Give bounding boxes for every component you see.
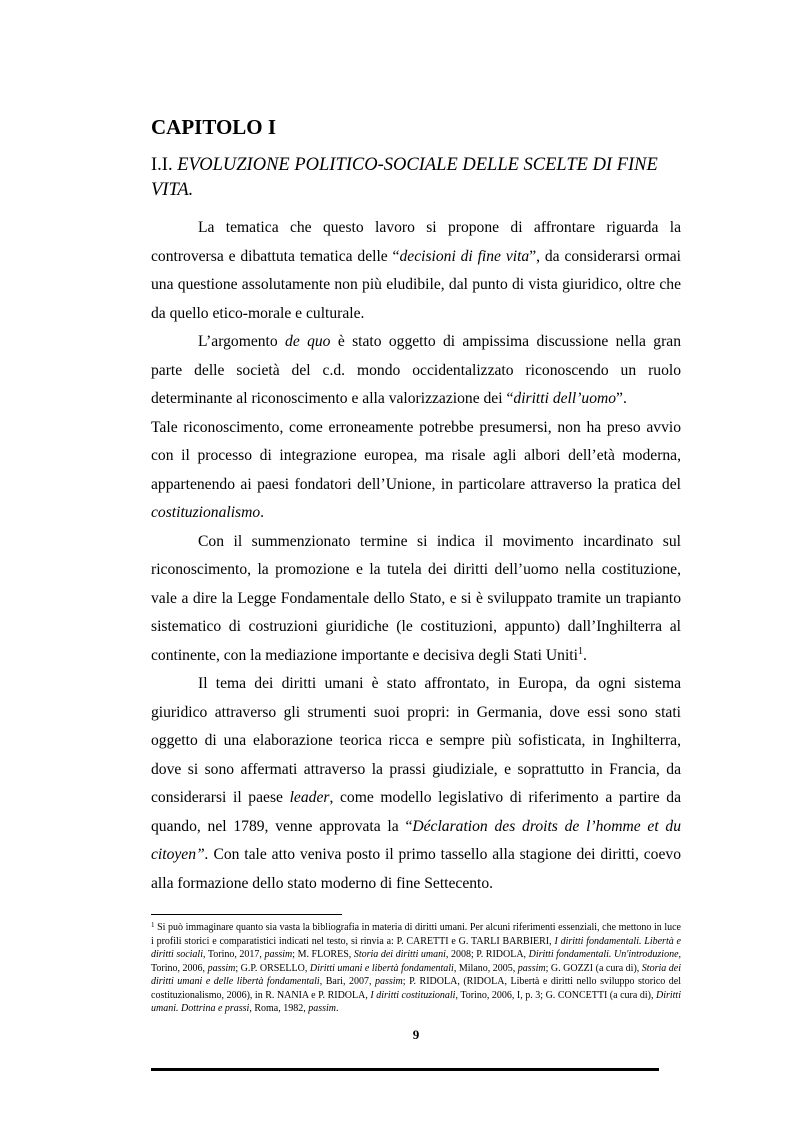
- italic-run: leader: [289, 789, 330, 806]
- text-run: Il tema dei diritti umani è stato affrontato, in Europa, da ogni sistema giuridico attraverso gli strumenti suoi propri: in Germania, dove essi sono stati oggetto di una elaborazione teorica ricca e sempre più sofisticata, in Inghilterra, dove si sono affermati attraverso la prassi giudiziale, e soprattutto in Francia, da considerarsi il paese: [151, 675, 681, 806]
- text-run: ; G. GOZZI (a cura di),: [545, 962, 642, 974]
- italic-run: Diritti fondamentali. Un'introduzione: [528, 949, 679, 960]
- paragraph-4: [151, 528, 681, 671]
- text-run: ”.: [616, 390, 627, 407]
- paragraph-3: [151, 414, 681, 528]
- italic-run: Storia dei diritti umani e delle libertà fondamentali: [151, 962, 681, 987]
- italic-run: passim: [374, 976, 403, 987]
- footnote-separator: [151, 914, 342, 915]
- chapter-title: CAPITOLO I: [151, 115, 277, 139]
- text-run: .: [336, 1003, 339, 1014]
- text-run: è stato oggetto di ampissima discussione nella gran parte delle società del c.d. mondo occidentalizzato riconoscendo un ruolo determinante al riconoscimento e alla valorizzazione dei “: [151, 333, 682, 407]
- italic-run: decisioni di fine vita: [399, 247, 530, 265]
- text-run: Con il summenzionato termine si indica il movimento incardinato sul riconoscimento, la promozione e la tutela dei diritti dell’uomo nella costituzione, vale a dire la Legge Fondamentale dello Stato, e si è sviluppato tramite un trapianto sistematico di costruzioni giuridiche (le costituzioni, appunto) dall’Inghilterra al continente, con la mediazione importante e decisiva degli Stati Uniti: [151, 532, 681, 664]
- italic-run: Diritti umani e libertà fondamentali: [309, 962, 454, 974]
- italic-run: costituzionalismo: [151, 504, 261, 521]
- body-text: [151, 214, 681, 898]
- text-run: Si può immaginare quanto sia vasta la bibliografia in materia di diritti umani. Per alcuni riferimenti essenziali, che mettono in luce i profili storici e comparatistici indicati nel testo, si rinvia a: P. CARETTI e G. TARLI BARBIERI,: [151, 922, 681, 947]
- footnote-1: [151, 921, 681, 1016]
- italic-run: passim: [308, 1003, 337, 1014]
- section-title: [151, 153, 681, 203]
- text-run: ; M. FLORES,: [292, 949, 354, 960]
- italic-run: passim: [517, 962, 546, 974]
- paragraph-5: [151, 670, 681, 898]
- italic-run: I diritti fondamentali. Libertà e diritti sociali: [151, 935, 681, 960]
- italic-run: Déclaration des droits de l’homme et du citoyen”.: [151, 817, 682, 863]
- text-run: Con tale atto veniva posto il primo tassello alla stagione dei diritti, coevo alla formazione dello stato moderno di fine Settecento.: [151, 846, 681, 892]
- text-run: , Torino, 2017,: [203, 949, 265, 960]
- section-number: I.I.: [151, 155, 173, 175]
- paragraph-1: [151, 214, 681, 328]
- text-run: .: [260, 504, 265, 521]
- text-run: Tale riconoscimento, come erroneamente potrebbe presumersi, non ha preso avvio con il processo di integrazione europea, ma risale agli albori dell’età moderna, appartenendo ai paesi fondatori dell’Unione, in particolare attraverso la pratica del: [151, 418, 681, 493]
- text-run: , Torino, 2006, I, p. 3; G. CONCETTI (a cura di),: [455, 989, 656, 1001]
- text-run: , Milano, 2005,: [453, 962, 518, 974]
- text-run: La tematica che questo lavoro si propone di affrontare riguarda la controversa e dibattuta tematica delle “: [151, 219, 681, 265]
- page-number: 9: [412, 1027, 420, 1042]
- text-run: , Roma, 1982,: [249, 1003, 309, 1014]
- footer-rule: [151, 1068, 659, 1071]
- text-run: , come modello legislativo di riferimento a partire da quando, nel 1789, venne approvata la “: [151, 789, 681, 835]
- italic-run: Diritti umani. Dottrina e prassi: [151, 989, 681, 1014]
- text-run: ”, da considerarsi ormai una questione assolutamente non più eludibile, dal punto di vista giuridico, oltre che da quello etico-morale e culturale.: [151, 247, 682, 322]
- footnote-reference[interactable]: 1: [577, 645, 583, 657]
- text-run: L’argomento: [198, 333, 286, 350]
- footnote-number: 1: [151, 921, 155, 929]
- text-run: ; G.P. ORSELLO,: [235, 962, 310, 974]
- italic-run: diritti dell’uomo: [513, 390, 617, 407]
- italic-run: passim: [264, 949, 293, 960]
- text-run: .: [582, 646, 587, 664]
- text-run: ; P. RIDOLA, (RIDOLA, Libertà e diritti nello sviluppo storico del costituzionalismo, 2006), in R. NANIA e P. RIDOLA,: [151, 976, 681, 1001]
- italic-run: passim: [207, 962, 236, 974]
- paragraph-2: [151, 328, 681, 414]
- section-title-text: EVOLUZIONE POLITICO-SOCIALE DELLE SCELTE DI FINE VITA.: [151, 155, 658, 200]
- italic-run: de quo: [285, 333, 331, 350]
- text-run: , 2008; P. RIDOLA,: [445, 949, 529, 960]
- italic-run: I diritti costituzionali: [370, 989, 456, 1001]
- italic-run: Storia dei diritti umani: [353, 949, 446, 960]
- text-run: , Torino, 2006,: [151, 949, 682, 974]
- text-run: , Bari, 2007,: [319, 976, 375, 987]
